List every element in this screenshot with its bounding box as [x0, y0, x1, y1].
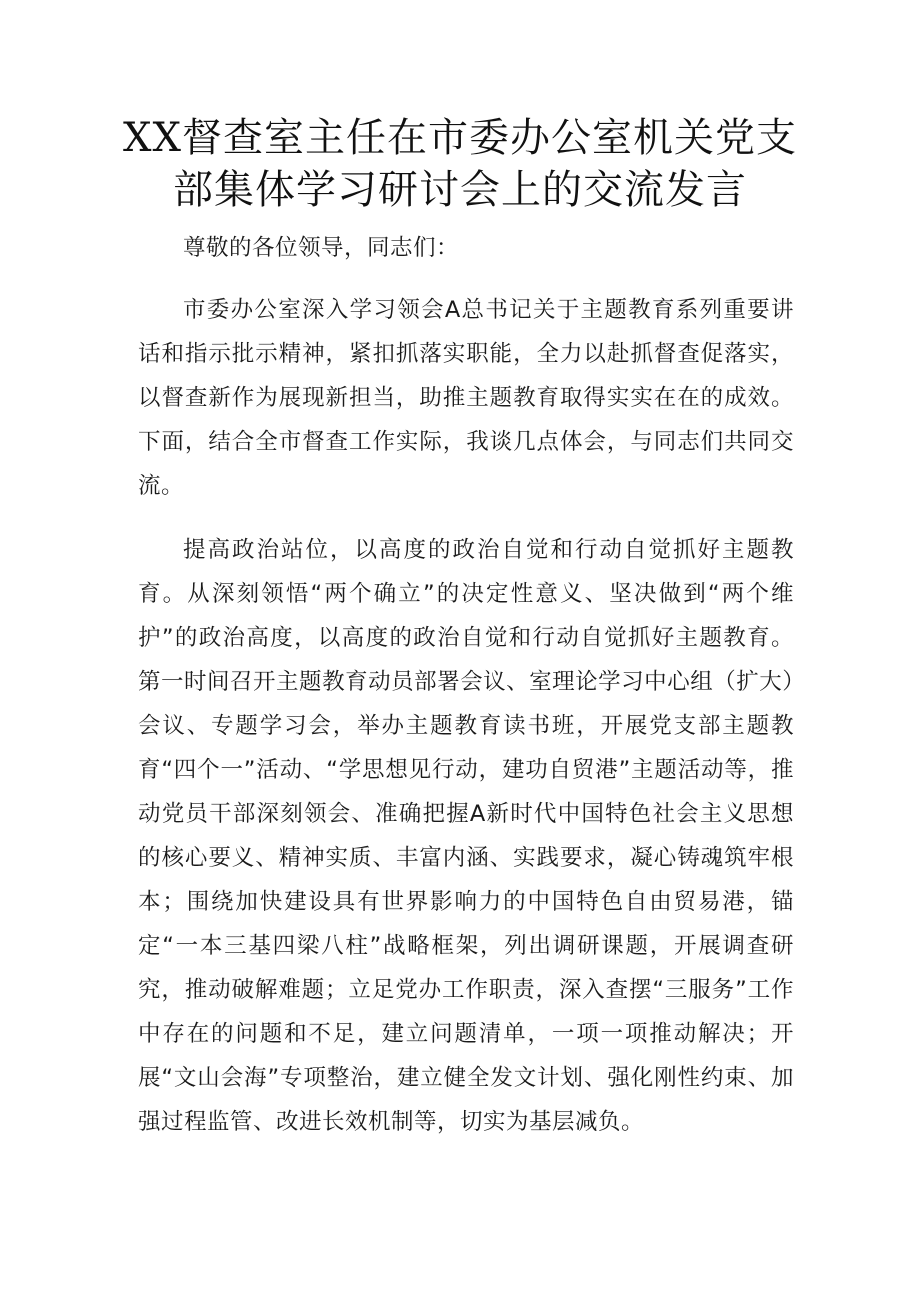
document-body	[138, 226, 794, 1164]
greeting: 尊敬的各位领导，同志们：	[183, 235, 460, 261]
paragraph-political-stance: 提高政治站位，以高度的政治自觉和行动自觉抓好主题教育。从深刻领悟“两个确立”的决定性意义、坚决做到“两个维护”的政治高度，以高度的政治自觉和行动自觉抓好主题教育。第一时间召开主题教育动员部署会议、室理论学习中心组（扩大）会议、专题学习会，举办主题教育读书班，开展党支部主题教育“四个一”活动、“学思想见行动，建功自贸港”主题活动等，推动党员干部深刻领会、准确把握A新时代中国特色社会主义思想的核心要义、精神实质、丰富内涵、实践要求，凝心铸魂筑牢根本；围绕加快建设具有世界影响力的中国特色自由贸易港，锚定“一本三基四梁八柱”战略框架，列出调研课题，开展调查研究，推动破解难题；立足党办工作职责，深入查摆“三服务”工作中存在的问题和不足，建立问题清单，一项一项推动解决；开展“文山会海”专项整治，建立健全发文计划、强化刚性约束、加强过程监管、改进长效机制等，切实为基层减负。	[138, 537, 794, 1135]
document-title: XX督查室主任在市委办公室机关党支部集体学习研讨会上的交流发言	[123, 115, 797, 213]
paragraph-intro: 市委办公室深入学习领会A总书记关于主题教育系列重要讲话和指示批示精神，紧扣抓落实职能，全力以赴抓督查促落实，以督查新作为展现新担当，助推主题教育取得实实在在的成效。下面，结合全市督查工作实际，我谈几点体会，与同志们共同交流。	[138, 297, 794, 499]
